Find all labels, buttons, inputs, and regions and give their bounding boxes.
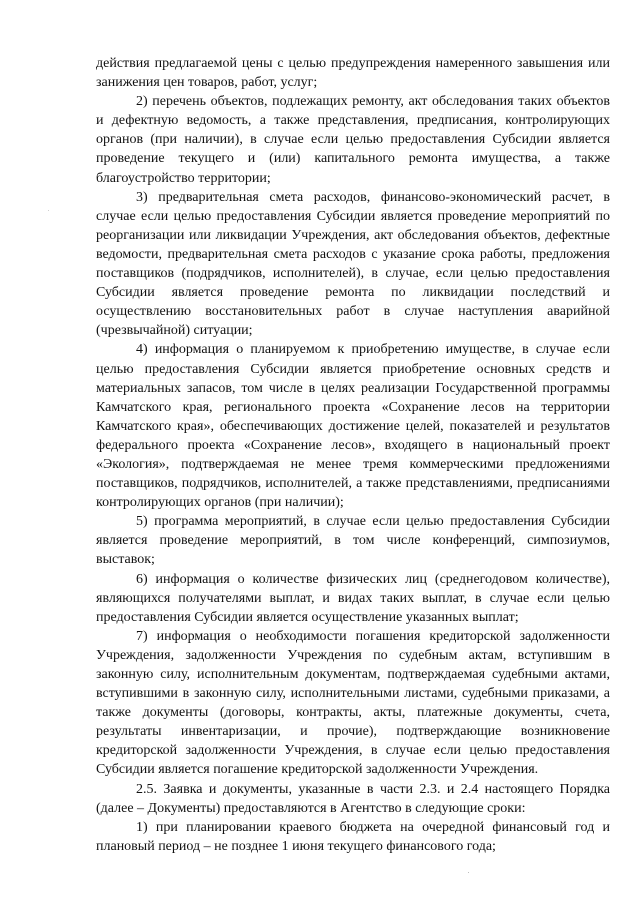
scan-margin-mark bbox=[48, 210, 49, 211]
scan-artifact-dot bbox=[468, 872, 469, 873]
paragraph-item-6: 6) информация о количестве физических лиц (среднегодовом количестве), являющихся получателями выплат, и видах таких выплат, в случае если целью предоставления Субсидии является осуществление указанных выплат; bbox=[96, 571, 610, 625]
document-page bbox=[96, 54, 610, 856]
paragraph-continuation: действия предлагаемой цены с целью предупреждения намеренного завышения или занижения цен товаров, работ, услуг; bbox=[96, 56, 610, 91]
paragraph-item-4: 4) информация о планируемом к приобретению имуществе, в случае если целью предоставления Субсидии является приобретение основных средств и материальных запасов, том числе в целях реализации Государственной программы Камчатского края, регионального проекта «Сохранение лесов на территории Камчатского края», обеспечивающих достижение целей, показателей и результатов федерального проекта «Сохранение лесов», входящего в национальный проект «Экология», подтверждаемая не менее тремя коммерческими предложениями поставщиков, подрядчиков, исполнителей, а также представлениями, предписаниями контролирующих органов (при наличии); bbox=[96, 342, 610, 511]
paragraph-item-7: 7) информация о необходимости погашения кредиторской задолженности Учреждения, задолженности Учреждения по судебным актам, вступившим в законную силу, исполнительным документам, подтверждаемая судебными актами, вступившими в законную силу, исполнительными листами, судебными приказами, а также документы (договоры, контракты, акты, платежные документы, счета, результаты инвентаризации, и прочие), подтверждающие возникновение кредиторской задолженности Учреждения, в случае если целью предоставления Субсидии является погашение кредиторской задолженности Учреждения. bbox=[96, 628, 610, 778]
paragraph-section-2-5: 2.5. Заявка и документы, указанные в части 2.3. и 2.4 настоящего Порядка (далее – Документы) предоставляются в Агентство в следующие сроки: bbox=[96, 781, 610, 816]
paragraph-item-5: 5) программа мероприятий, в случае если целью предоставления Субсидии является проведение мероприятий, в том числе конференций, симпозиумов, выставок; bbox=[96, 514, 610, 568]
paragraph-section-2-5-item-1: 1) при планировании краевого бюджета на очередной финансовый год и плановый период – не позднее 1 июня текущего финансового года; bbox=[96, 819, 610, 854]
paragraph-item-3: 3) предварительная смета расходов, финансово-экономический расчет, в случае если целью предоставления Субсидии является проведение мероприятий по реорганизации или ликвидации Учреждения, акт обследования объектов, дефектные ведомости, предварительная смета расходов с указание срока работы, предложения поставщиков (подрядчиков, исполнителей), в случае, если целью предоставления Субсидии является проведение ремонта по ликвидации последствий и осуществлению восстановительных работ в случае наступления аварийной (чрезвычайной) ситуации; bbox=[96, 189, 610, 339]
paragraph-item-2: 2) перечень объектов, подлежащих ремонту, акт обследования таких объектов и дефектную ведомость, а также представления, предписания, контролирующих органов (при наличии), в случае если целью предоставления Субсидии является проведение текущего и (или) капитального ремонта имущества, а также благоустройство территории; bbox=[96, 94, 610, 186]
